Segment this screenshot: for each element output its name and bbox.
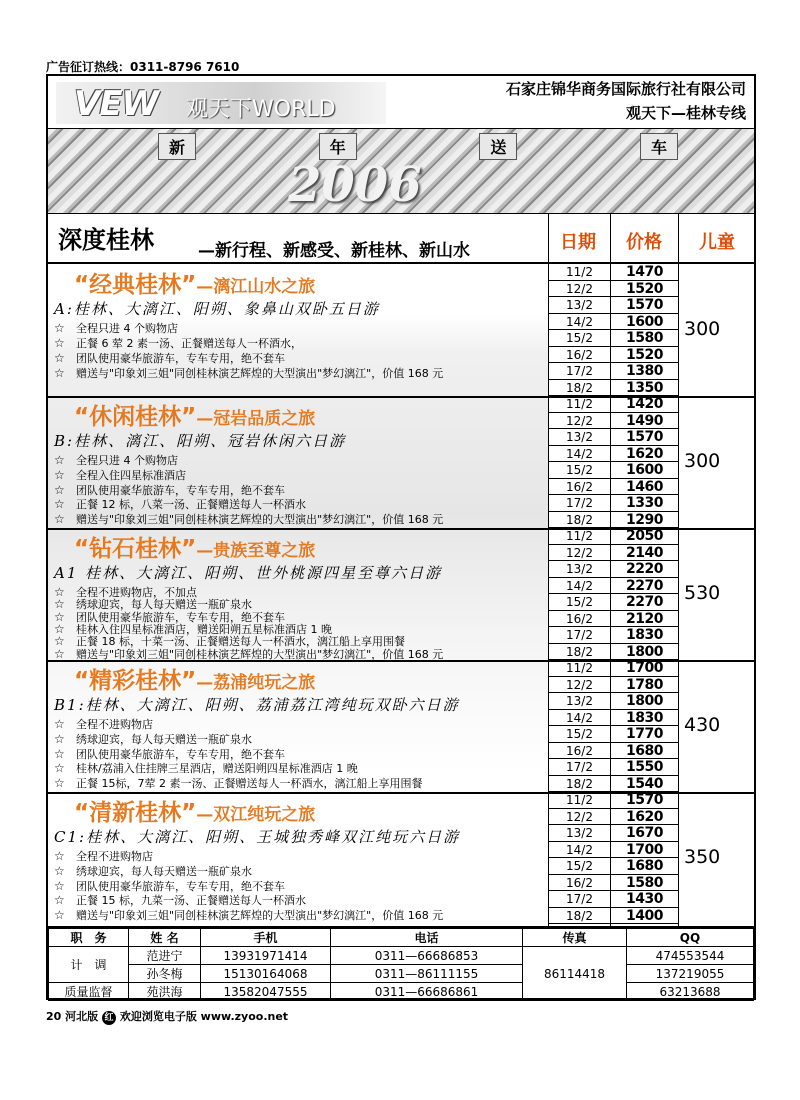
date-cell: 12/2 [549,809,610,826]
contacts-header: 手机 [201,929,331,947]
section-title-text: “清新桂林” [74,800,197,826]
contacts-table [48,926,754,998]
price-cell: 1600 [611,314,678,331]
star-icon: ☆ [54,351,65,365]
banner-year: 2006 [288,157,422,213]
star-icon: ☆ [54,321,65,335]
route-name: C1:桂林、大漓江、阳朔、王城独秀峰双江纯玩六日游 [54,828,461,846]
date-cell: 18/2 [549,776,610,793]
feature-item [54,496,306,512]
child-price: 300 [684,450,721,472]
feature-item [54,760,358,776]
price-cell: 1380 [611,363,678,380]
price-cell: 1400 [611,908,678,925]
col-header-child: 儿童 [699,232,735,253]
date-cell: 18/2 [549,644,610,661]
section-title-text: “钻石桂林” [74,536,197,562]
section-title [74,662,315,695]
star-icon: ☆ [54,497,65,512]
price-cell: 1830 [611,710,678,727]
company-name: 石家庄锦华商务国际旅行社有限公司 [505,80,746,98]
child-price: 430 [684,714,721,736]
star-icon: ☆ [54,849,65,863]
date-cell: 16/2 [549,479,610,496]
star-icon: ☆ [54,717,65,731]
feature-text: 团队使用豪华旅游车，专车专用，绝不套车 [76,610,285,624]
date-cell: 15/2 [549,594,610,611]
date-cell: 15/2 [549,462,610,479]
price-cell: 1800 [611,693,678,710]
feature-text: 正餐 15标，7荤 2 素一汤、正餐赠送每人一杯酒水，漓江船上享用围餐 [76,777,423,791]
feature-item [54,335,302,351]
date-cell: 12/2 [549,281,610,298]
contact-name: 范进宁 [129,947,201,965]
contact-name: 孙冬梅 [129,965,201,983]
date-cell: 14/2 [549,842,610,859]
feature-item [54,716,153,732]
price-cell: 2270 [611,578,678,595]
date-cell: 16/2 [549,743,610,760]
contact-mobile: 13582047555 [201,983,331,1001]
section-title-text: “精彩桂林” [74,668,197,694]
feature-text: 正餐 6 荤 2 素一汤、正餐赠送每人一杯酒水， [76,337,302,350]
date-cell: 12/2 [549,545,610,562]
page-frame [46,74,756,1000]
date-cell: 18/2 [549,512,610,529]
date-cell: 13/2 [549,825,610,842]
child-price: 300 [684,318,721,340]
date-cell: 11/2 [549,792,610,809]
feature-item [54,365,443,381]
line-name: 观天下—桂林专线 [625,104,746,122]
hongbao-badge-icon: 红 [102,1011,116,1025]
feature-item [54,482,285,498]
star-icon: ☆ [54,878,65,893]
star-icon: ☆ [54,453,65,467]
star-icon: ☆ [54,597,65,612]
price-cell: 1800 [611,644,678,661]
feature-text: 全程不进购物店 [76,718,153,731]
date-cell: 11/2 [549,264,610,281]
banner-char: 新 [158,133,196,160]
star-icon: ☆ [54,776,65,791]
feature-text: 正餐 15 标，九菜一汤、正餐赠送每人一杯酒水 [76,894,306,908]
date-cell: 13/2 [549,693,610,710]
price-cell: 1620 [611,809,678,826]
feature-item [54,863,252,879]
feature-item [54,892,306,908]
date-cell: 15/2 [549,858,610,875]
section-subtitle: —荔浦纯玩之旅 [196,673,316,693]
price-cell: 1570 [611,429,678,446]
price-cell: 1570 [611,297,678,314]
date-cell: 15/2 [549,330,610,347]
price-cell: 1350 [611,380,678,397]
date-cell: 13/2 [549,297,610,314]
col-header-date: 日期 [560,232,596,253]
feature-text: 正餐 12 标，八菜一汤、正餐赠送每人一杯酒水 [76,498,306,512]
price-cell: 1330 [611,495,678,512]
route-name: B:桂林、漓江、阳朔、冠岩休闲六日游 [54,432,347,450]
section-title [74,530,315,563]
feature-item [54,350,285,366]
star-icon: ☆ [54,366,65,380]
feature-item [54,878,285,894]
col-divider [678,214,679,926]
star-icon: ☆ [54,482,65,497]
contacts-header: 职 务 [49,929,129,947]
price-cell: 2050 [611,528,678,545]
feature-text: 赠送与"印象刘三姐"同创桂林演艺辉煌的大型演出"梦幻漓江"，价值 168 元 [76,647,444,661]
page-number: 20 [46,1010,62,1023]
price-cell: 1540 [611,776,678,793]
date-cell: 17/2 [549,891,610,908]
price-cell: 1290 [611,512,678,529]
contacts-header: 传真 [523,929,627,947]
contact-phone: 0311—86111155 [331,965,523,983]
route-name: B1:桂林、大漓江、阳朔、荔浦荔江湾纯玩双卧六日游 [54,696,460,714]
feature-text: 绣球迎宾，每人每天赠送一瓶矿泉水 [76,864,252,878]
date-cell: 14/2 [549,710,610,727]
ad-hotline: 广告征订热线：0311-8796 7610 [46,60,240,74]
price-cell: 2270 [611,594,678,611]
tour-table [48,214,754,926]
feature-text: 全程入住四星标准酒店 [76,468,186,482]
price-cell: 1680 [611,858,678,875]
title-row [48,214,754,264]
price-cell: 1550 [611,759,678,776]
date-cell: 11/2 [549,528,610,545]
feature-text: 全程只进 4 个购物店 [76,322,178,335]
date-cell: 11/2 [549,396,610,413]
star-icon: ☆ [54,512,65,527]
section-title [74,794,315,827]
star-icon: ☆ [54,622,65,636]
date-cell: 13/2 [549,561,610,578]
price-cell: 1520 [611,281,678,298]
feature-item [54,848,153,864]
star-icon: ☆ [54,609,65,624]
date-cell: 17/2 [549,759,610,776]
contacts-header: 电话 [331,929,523,947]
header [48,76,754,128]
date-cell: 17/2 [549,627,610,644]
price-cell: 1770 [611,726,678,743]
logo-subtitle: 观天下WORLD [186,97,336,122]
feature-item [54,320,178,336]
date-cell: 16/2 [549,347,610,364]
date-cell: 12/2 [549,677,610,694]
date-cell: 17/2 [549,363,610,380]
star-icon: ☆ [54,467,65,482]
contact-role: 质量监督 [49,983,129,1001]
date-cell: 16/2 [549,611,610,628]
price-cell: 1670 [611,825,678,842]
date-cell: 16/2 [549,875,610,892]
section-title-text: “经典桂林” [74,272,197,298]
contact-phone: 0311—66686853 [331,947,523,965]
price-cell: 1680 [611,743,678,760]
price-cell: 1620 [611,446,678,463]
price-cell: 1520 [611,347,678,364]
section-subtitle: —漓江山水之旅 [196,277,316,297]
feature-text: 桂林/荔浦入住挂牌三星酒店，赠送阳朔四星标准酒店 1 晚 [76,762,358,776]
logo [56,82,386,124]
price-cell: 1700 [611,842,678,859]
feature-item [54,467,186,483]
date-cell: 18/2 [549,908,610,925]
price-cell: 2220 [611,561,678,578]
price-cell: 1460 [611,479,678,496]
website-link[interactable]: 欢迎浏览电子版 www.zyoo.net [119,1010,289,1023]
date-cell: 18/2 [549,380,610,397]
star-icon: ☆ [54,646,65,661]
page-subtitle: —新行程、新感受、新桂林、新山水 [198,241,470,261]
price-cell: 1490 [611,413,678,430]
child-price: 350 [684,846,721,868]
star-icon: ☆ [54,746,65,761]
banner-chars [158,133,678,160]
logo-main: VEW [74,84,159,124]
price-cell: 1470 [611,264,678,281]
contact-qq: 474553544 [627,947,754,965]
contact-mobile: 15130164068 [201,965,331,983]
date-cell: 17/2 [549,495,610,512]
star-icon: ☆ [54,908,65,923]
contacts-header: QQ [627,929,754,947]
child-price: 530 [684,582,721,604]
feature-text: 赠送与"印象刘三姐"同创桂林演艺辉煌的大型演出"梦幻漓江"，价值 168 元 [76,909,444,923]
feature-text: 绣球迎宾，每人每天赠送一瓶矿泉水 [76,598,252,612]
date-cell: 13/2 [549,429,610,446]
date-cell: 14/2 [549,578,610,595]
price-cell: 2140 [611,545,678,562]
star-icon: ☆ [54,761,65,776]
page-footer [46,1008,288,1025]
feature-item [54,511,443,527]
feature-item [54,731,252,747]
feature-item [54,452,178,468]
price-cell: 1430 [611,891,678,908]
price-cell: 1830 [611,627,678,644]
date-cell: 14/2 [549,314,610,331]
star-icon: ☆ [54,863,65,878]
star-icon: ☆ [54,893,65,908]
section-title [74,398,315,431]
feature-text: 正餐 18 标，十菜一汤、正餐赠送每人一杯酒水，漓江船上享用围餐 [76,635,405,649]
date-cell: 14/2 [549,446,610,463]
price-cell: 1600 [611,462,678,479]
banner-char: 年 [319,133,357,160]
star-icon: ☆ [54,336,65,350]
price-cell: 1780 [611,677,678,694]
price-cell: 1580 [611,875,678,892]
section-subtitle: —双江纯玩之旅 [196,805,316,825]
route-name: A1 桂林、大漓江、阳朔、世外桃源四星至尊六日游 [54,564,443,582]
feature-item [54,775,422,791]
contact-qq: 63213688 [627,983,754,1001]
feature-text: 全程不进购物店 [76,850,153,863]
section-title [74,266,315,299]
feature-text: 团队使用豪华旅游车，专车专用，绝不套车 [76,879,285,893]
edition-label: 河北版 [65,1010,99,1023]
section-title-text: “休闲桂林” [74,404,197,430]
route-name: A:桂林、大漓江、阳朔、象鼻山双卧五日游 [54,300,380,318]
feature-text: 团队使用豪华旅游车，专车专用，绝不套车 [76,747,285,761]
feature-text: 绣球迎宾，每人每天赠送一瓶矿泉水 [76,732,252,746]
feature-item [54,907,443,923]
price-cell: 2120 [611,611,678,628]
feature-text: 桂林入住四星标准酒店，赠送阳朔五星标准酒店 1 晚 [76,623,332,636]
price-cell: 1420 [611,396,678,413]
feature-text: 团队使用豪华旅游车，专车专用，绝不套车 [76,352,285,365]
banner-char: 送 [479,133,517,160]
contact-name: 苑洪海 [129,983,201,1001]
feature-text: 赠送与"印象刘三姐"同创桂林演艺辉煌的大型演出"梦幻漓江"，价值 168 元 [76,513,444,527]
price-cell: 1580 [611,330,678,347]
date-cell: 15/2 [549,726,610,743]
date-cell: 11/2 [549,660,610,677]
date-cell: 12/2 [549,413,610,430]
star-icon: ☆ [54,585,65,599]
feature-item [54,746,285,762]
contact-qq: 137219055 [627,965,754,983]
section-subtitle: —贵族至尊之旅 [196,541,316,561]
star-icon: ☆ [54,731,65,746]
page-title: 深度桂林 [58,226,154,254]
contacts-header: 姓 名 [129,929,201,947]
feature-text: 团队使用豪华旅游车，专车专用，绝不套车 [76,483,285,497]
section-subtitle: —冠岩品质之旅 [196,409,316,429]
banner-char: 车 [640,133,678,160]
star-icon: ☆ [54,634,65,649]
contact-phone: 0311—66686861 [331,983,523,1001]
price-cell: 1570 [611,792,678,809]
feature-text: 全程只进 4 个购物店 [76,454,178,467]
feature-text: 赠送与"印象刘三姐"同创桂林演艺辉煌的大型演出"梦幻漓江"，价值 168 元 [76,367,444,380]
contact-role: 计 调 [49,947,129,983]
feature-text: 全程不进购物店，不加点 [76,586,197,599]
price-cell: 1700 [611,660,678,677]
new-year-banner [48,128,754,214]
contact-mobile: 13931971414 [201,947,331,965]
col-header-price: 价格 [626,232,662,253]
contact-fax: 86114418 [523,947,627,1001]
